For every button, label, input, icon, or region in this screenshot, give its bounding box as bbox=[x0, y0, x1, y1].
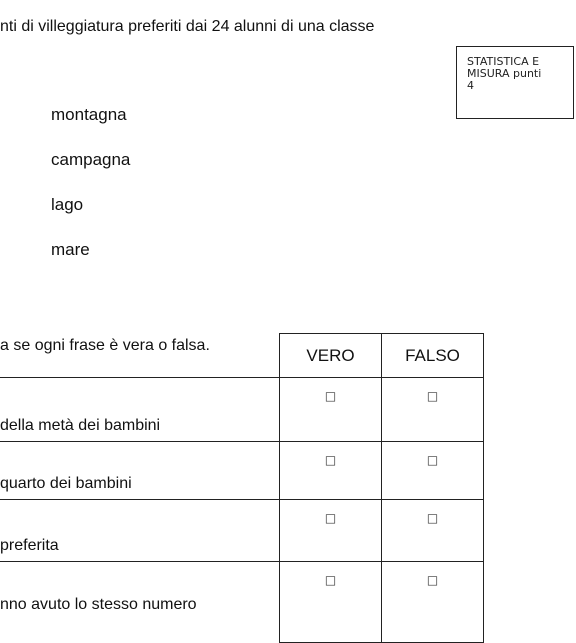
statement-text: quarto dei bambini bbox=[0, 442, 280, 500]
checkbox-falso[interactable]: □ bbox=[382, 378, 484, 442]
checkbox-vero[interactable]: □ bbox=[280, 442, 382, 500]
question-title: nti di villeggiatura preferiti dai 24 alunni di una classe bbox=[0, 18, 375, 35]
legend-item-lago: lago bbox=[51, 195, 84, 214]
checkbox-falso[interactable]: □ bbox=[382, 562, 484, 643]
table-row bbox=[0, 500, 484, 562]
checkbox-vero[interactable]: □ bbox=[280, 562, 382, 643]
score-badge-line: 4 bbox=[467, 79, 474, 92]
checkbox-vero[interactable]: □ bbox=[280, 500, 382, 562]
instruction-label: a se ogni frase è vera o falsa. bbox=[0, 337, 210, 354]
legend-item-campagna: campagna bbox=[51, 150, 131, 169]
score-badge bbox=[456, 46, 574, 119]
checkbox-falso[interactable]: □ bbox=[382, 442, 484, 500]
statement-text: della metà dei bambini bbox=[0, 378, 280, 442]
legend-item-montagna: montagna bbox=[51, 105, 127, 124]
true-false-table bbox=[0, 333, 484, 643]
statement-text: nno avuto lo stesso numero bbox=[0, 596, 197, 614]
header-vero: VERO bbox=[280, 334, 382, 378]
table-row bbox=[0, 378, 484, 442]
score-badge-line: MISURA punti bbox=[467, 67, 542, 80]
legend-item-mare: mare bbox=[51, 240, 90, 259]
checkbox-vero[interactable]: □ bbox=[280, 378, 382, 442]
checkbox-falso[interactable]: □ bbox=[382, 500, 484, 562]
table-row bbox=[0, 562, 484, 643]
score-badge-line: STATISTICA E bbox=[467, 55, 540, 68]
table-row bbox=[0, 442, 484, 500]
statement-text: preferita bbox=[0, 500, 280, 562]
header-falso: FALSO bbox=[382, 334, 484, 378]
chart-legend bbox=[51, 105, 130, 285]
